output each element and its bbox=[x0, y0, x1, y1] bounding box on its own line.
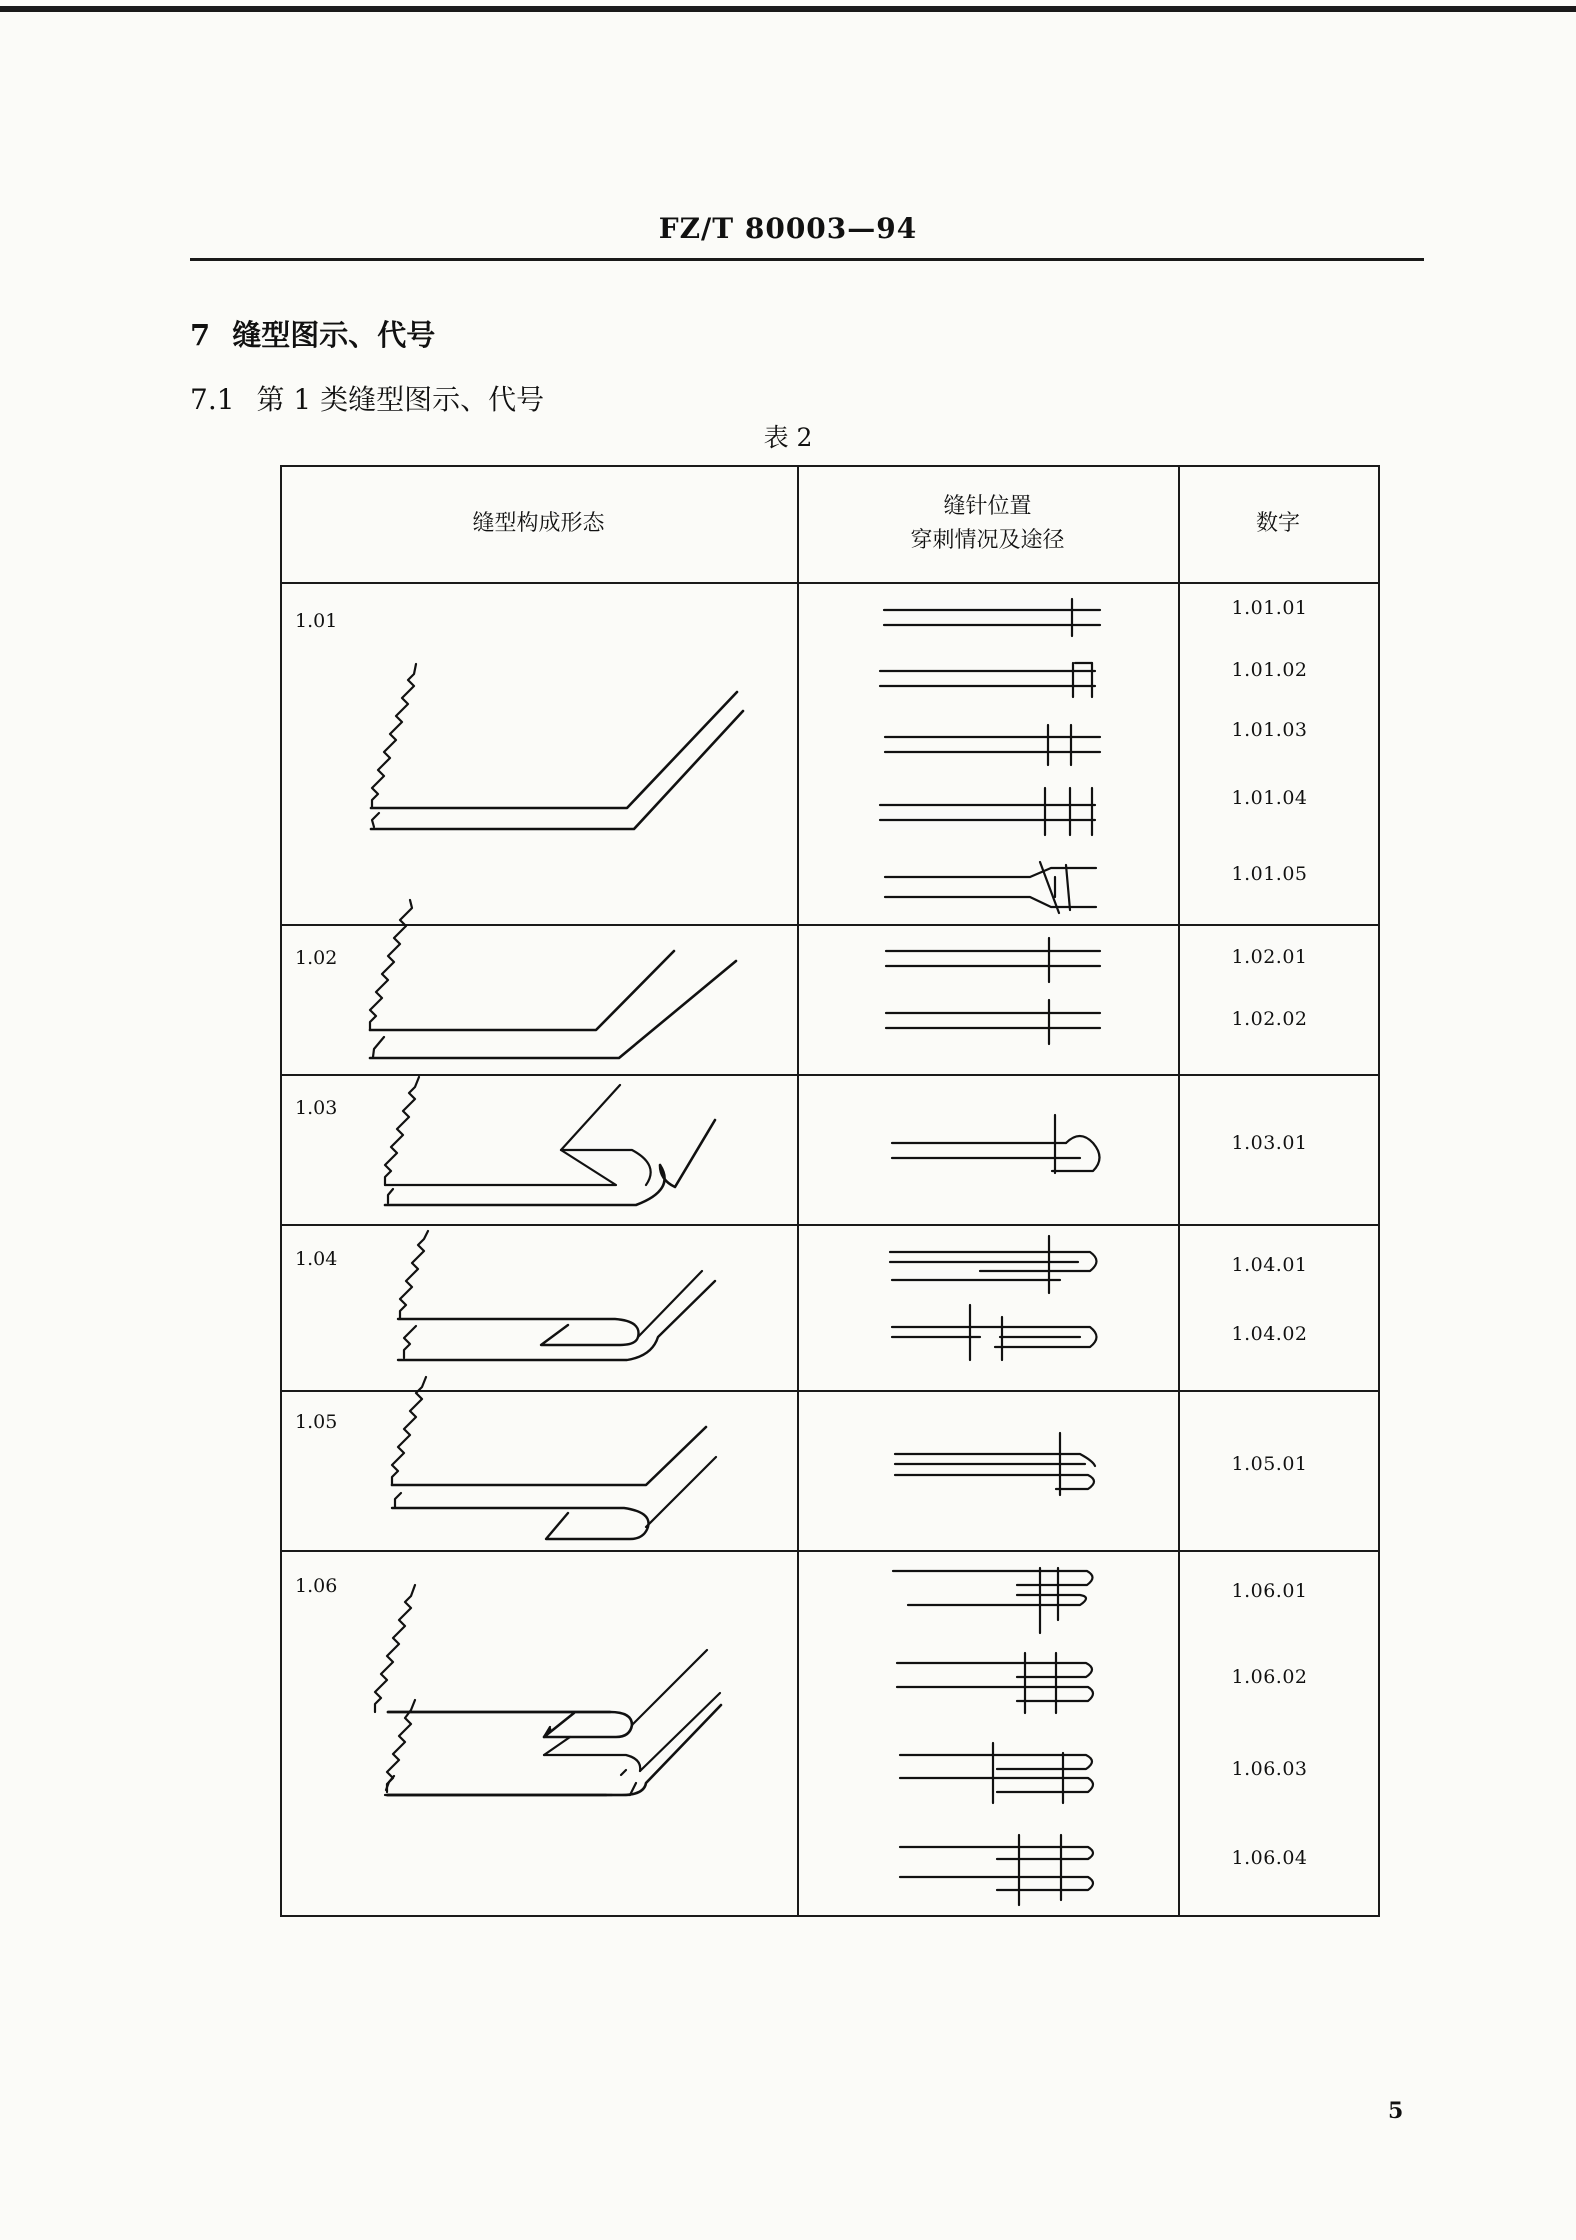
seam-diagrams bbox=[280, 465, 1380, 1917]
row-label-1-06: 1.06 bbox=[295, 1575, 338, 1597]
needle-diagram-1-04-02 bbox=[892, 1305, 1097, 1360]
code-1-03-01: 1.03.01 bbox=[1231, 1132, 1308, 1154]
section-title: 缝型图示、代号 bbox=[232, 318, 436, 352]
subsection-heading bbox=[190, 378, 544, 418]
row-label-1-03: 1.03 bbox=[295, 1097, 338, 1119]
seam-form-1-05-diagram bbox=[392, 1377, 716, 1539]
column-header-needle-line2: 穿刺情况及途径 bbox=[910, 527, 1065, 553]
code-1-01-01: 1.01.01 bbox=[1231, 597, 1308, 619]
code-1-02-01: 1.02.01 bbox=[1231, 946, 1308, 968]
code-1-04-02: 1.04.02 bbox=[1231, 1323, 1308, 1345]
row-label-1-05: 1.05 bbox=[295, 1411, 338, 1433]
seam-form-1-03-diagram bbox=[385, 1077, 715, 1205]
header-rule bbox=[190, 258, 1424, 261]
row-label-1-02: 1.02 bbox=[295, 947, 338, 969]
needle-diagram-1-03-01 bbox=[892, 1115, 1100, 1173]
needle-diagram-1-01-02 bbox=[880, 663, 1095, 697]
section-number: 7 bbox=[190, 318, 211, 352]
table-caption: 表 2 bbox=[763, 423, 813, 452]
seam-type-table bbox=[280, 465, 1380, 1917]
code-1-02-02: 1.02.02 bbox=[1231, 1008, 1308, 1030]
needle-diagram-1-01-01 bbox=[884, 599, 1100, 636]
column-header-needle-line1: 缝针位置 bbox=[943, 493, 1032, 519]
row-label-1-01: 1.01 bbox=[295, 610, 338, 632]
needle-diagram-1-05-01 bbox=[895, 1433, 1095, 1495]
needle-diagram-1-01-03 bbox=[885, 725, 1100, 765]
code-1-06-03: 1.06.03 bbox=[1231, 1758, 1308, 1780]
needle-diagram-1-01-05 bbox=[885, 862, 1096, 913]
needle-diagram-1-04-01 bbox=[890, 1236, 1097, 1293]
column-header-form-text: 缝型构成形态 bbox=[472, 510, 605, 536]
seam-form-1-04-diagram bbox=[398, 1231, 715, 1360]
needle-diagram-1-06-01 bbox=[893, 1568, 1093, 1633]
code-1-01-04: 1.01.04 bbox=[1231, 787, 1308, 809]
code-1-01-02: 1.01.02 bbox=[1231, 659, 1308, 681]
seam-form-1-02-diagram bbox=[370, 900, 736, 1058]
needle-diagram-1-02-02 bbox=[886, 1000, 1100, 1044]
seam-form-1-01-diagram bbox=[371, 664, 743, 829]
code-1-04-01: 1.04.01 bbox=[1231, 1254, 1308, 1276]
needle-diagram-1-06-03 bbox=[900, 1743, 1093, 1803]
top-border-rule bbox=[0, 6, 1576, 12]
page-number: 5 bbox=[1388, 2098, 1404, 2124]
needle-diagram-1-06-02 bbox=[897, 1653, 1093, 1713]
standard-number-header: FZ/T 80003—94 bbox=[658, 212, 918, 245]
code-1-01-03: 1.01.03 bbox=[1231, 719, 1308, 741]
code-1-06-01: 1.06.01 bbox=[1231, 1580, 1308, 1602]
row-label-1-04: 1.04 bbox=[295, 1248, 338, 1270]
code-1-01-05: 1.01.05 bbox=[1231, 863, 1308, 885]
code-1-06-04: 1.06.04 bbox=[1231, 1847, 1308, 1869]
section-heading bbox=[190, 313, 435, 354]
code-1-06-02: 1.06.02 bbox=[1231, 1666, 1308, 1688]
column-header-code-text: 数字 bbox=[1255, 510, 1300, 536]
needle-diagram-1-02-01 bbox=[886, 938, 1100, 982]
subsection-number: 7.1 bbox=[190, 383, 235, 416]
code-1-05-01: 1.05.01 bbox=[1231, 1453, 1308, 1475]
needle-diagram-1-06-04 bbox=[900, 1835, 1093, 1905]
subsection-title: 第 1 类缝型图示、代号 bbox=[256, 383, 545, 416]
needle-diagram-1-01-04 bbox=[880, 788, 1095, 835]
seam-form-1-06-diagram bbox=[375, 1585, 721, 1795]
